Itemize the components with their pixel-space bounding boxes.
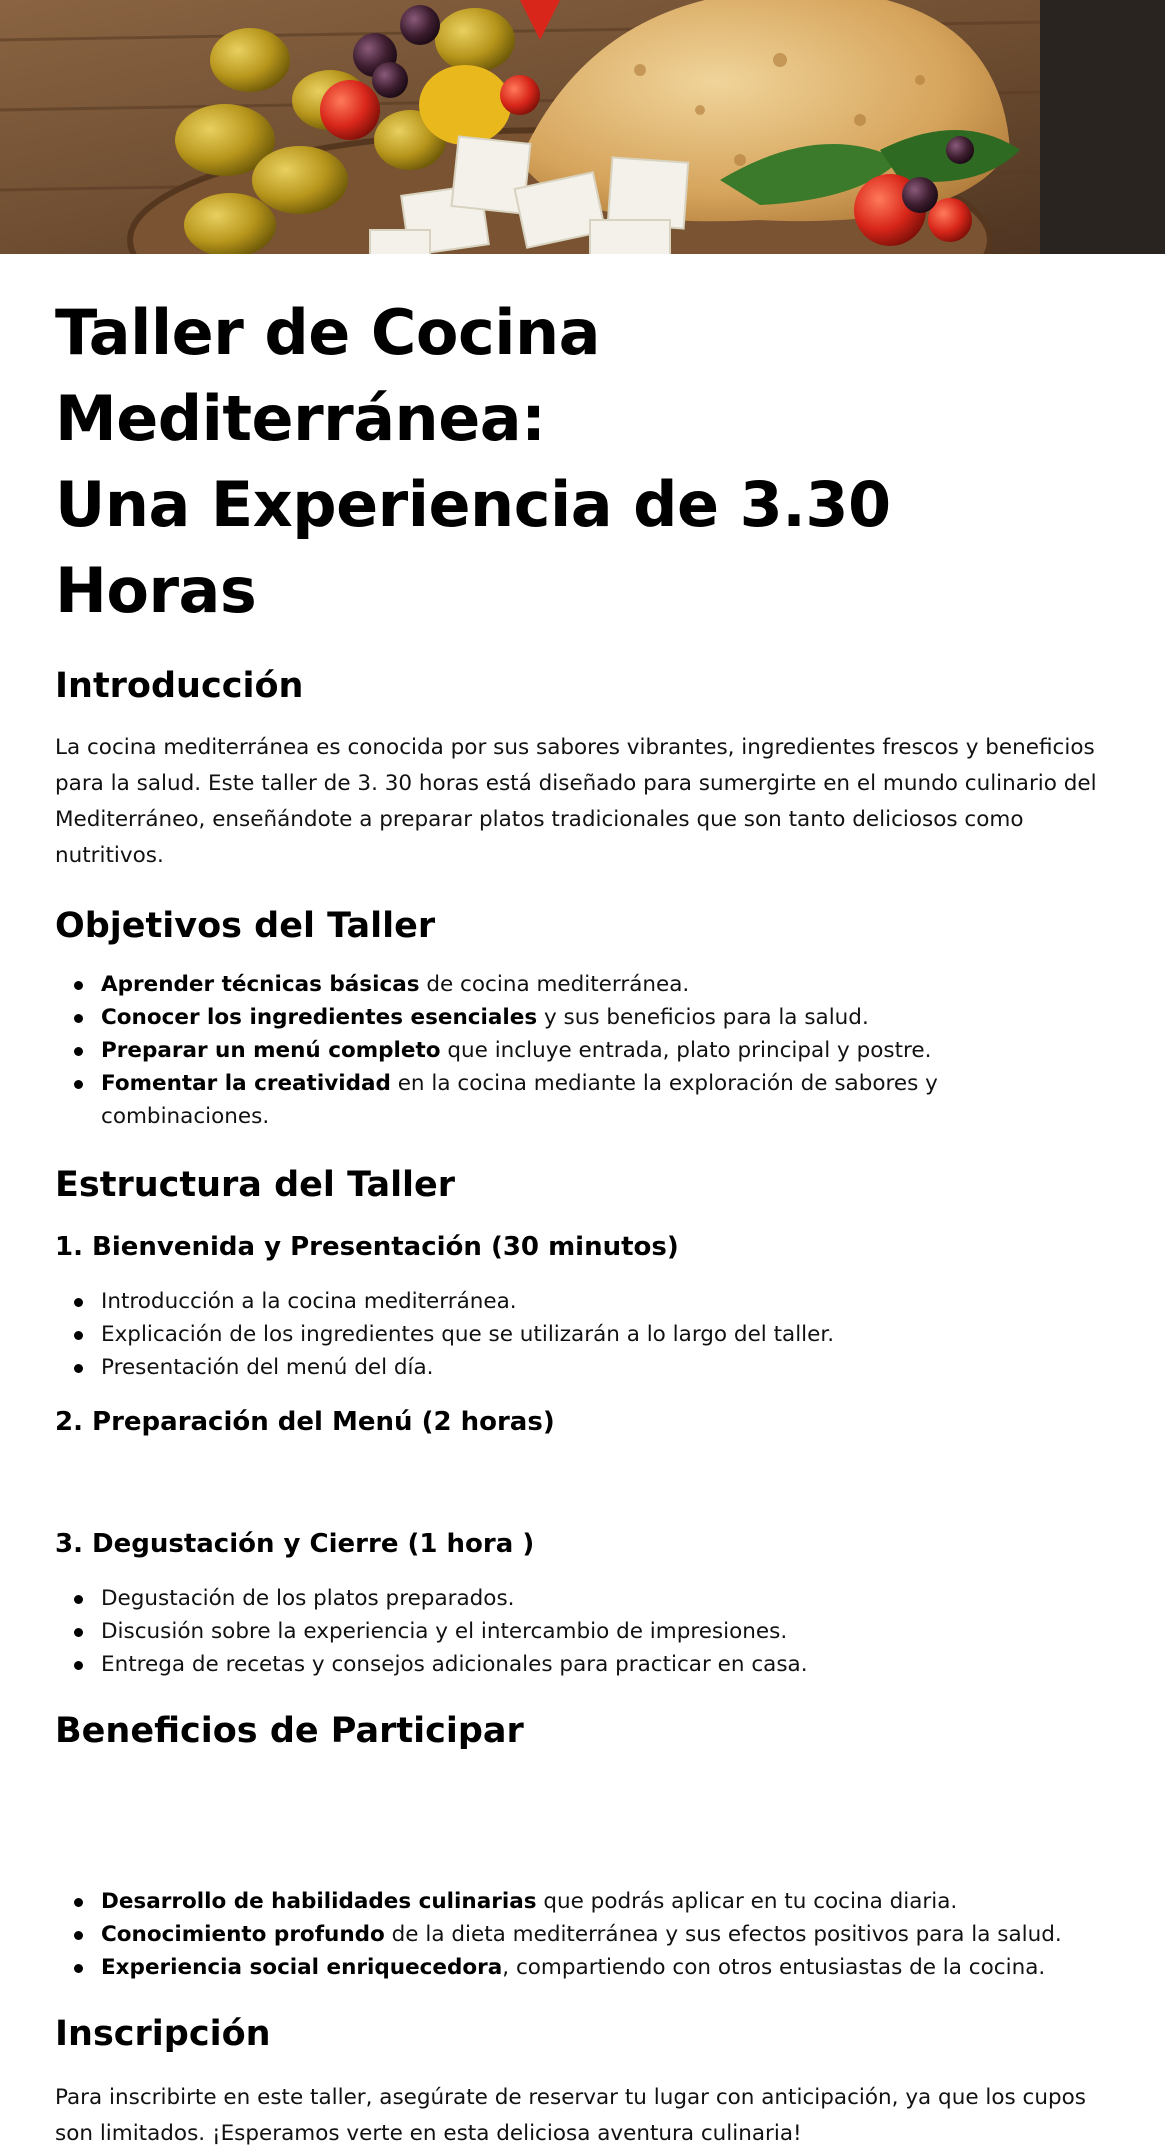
list-item: Degustación de los platos preparados. — [101, 1582, 1110, 1615]
list-item: Preparar un menú completo que incluye entrada, plato principal y postre. — [101, 1034, 1110, 1067]
mediterranean-food-photo — [0, 0, 1165, 254]
hero-image — [0, 0, 1165, 254]
part3-list — [55, 1582, 1110, 1681]
signup-text: Para inscribirte en este taller, asegúrate de reservar tu lugar con anticipación, ya que los cupos son limitados. ¡Esperamos verte en esta deliciosa aventura culinaria! — [55, 2085, 1087, 2146]
objectives-list — [55, 968, 1110, 1133]
signup-heading: Inscripción — [55, 2014, 271, 2054]
intro-text: La cocina mediterránea es conocida por sus sabores vibrantes, ingredientes frescos y beneficios para la salud. Este taller de 3. 30 horas está diseñado para sumergirte en el mundo culinario del Mediterráneo, enseñándote a preparar platos tradicionales que son tanto deliciosos como nutritivos. — [55, 735, 1097, 868]
list-item: Explicación de los ingredientes que se utilizarán a lo largo del taller. — [101, 1318, 1110, 1351]
list-item: Discusión sobre la experiencia y el intercambio de impresiones. — [101, 1615, 1110, 1648]
part1-list — [55, 1285, 1110, 1384]
intro-heading: Introducción — [55, 666, 304, 706]
list-item: Aprender técnicas básicas de cocina mediterránea. — [101, 968, 1110, 1001]
list-item: Conocer los ingredientes esenciales y sus beneficios para la salud. — [101, 1001, 1110, 1034]
document-body — [0, 290, 1165, 2152]
list-item: Fomentar la creatividad en la cocina mediante la exploración de sabores y combinaciones. — [101, 1067, 1110, 1133]
benefits-list — [55, 1885, 1110, 1984]
list-item: Presentación del menú del día. — [101, 1351, 1110, 1384]
part1-heading: 1. Bienvenida y Presentación (30 minutos) — [55, 1232, 679, 1262]
list-item: Entrega de recetas y consejos adicionales para practicar en casa. — [101, 1648, 1110, 1681]
list-item: Introducción a la cocina mediterránea. — [101, 1285, 1110, 1318]
benefits-heading: Beneficios de Participar — [55, 1711, 524, 1751]
page-title: Taller de Cocina Mediterránea: Una Experiencia de 3.30 Horas — [55, 296, 891, 627]
list-item: Experiencia social enriquecedora, compartiendo con otros entusiastas de la cocina. — [101, 1951, 1110, 1984]
part3-heading: 3. Degustación y Cierre (1 hora ) — [55, 1529, 535, 1559]
list-item: Conocimiento profundo de la dieta mediterránea y sus efectos positivos para la salud. — [101, 1918, 1110, 1951]
list-item: Desarrollo de habilidades culinarias que podrás aplicar en tu cocina diaria. — [101, 1885, 1110, 1918]
structure-heading: Estructura del Taller — [55, 1165, 456, 1205]
objectives-heading: Objetivos del Taller — [55, 906, 436, 946]
part2-heading: 2. Preparación del Menú (2 horas) — [55, 1407, 555, 1437]
